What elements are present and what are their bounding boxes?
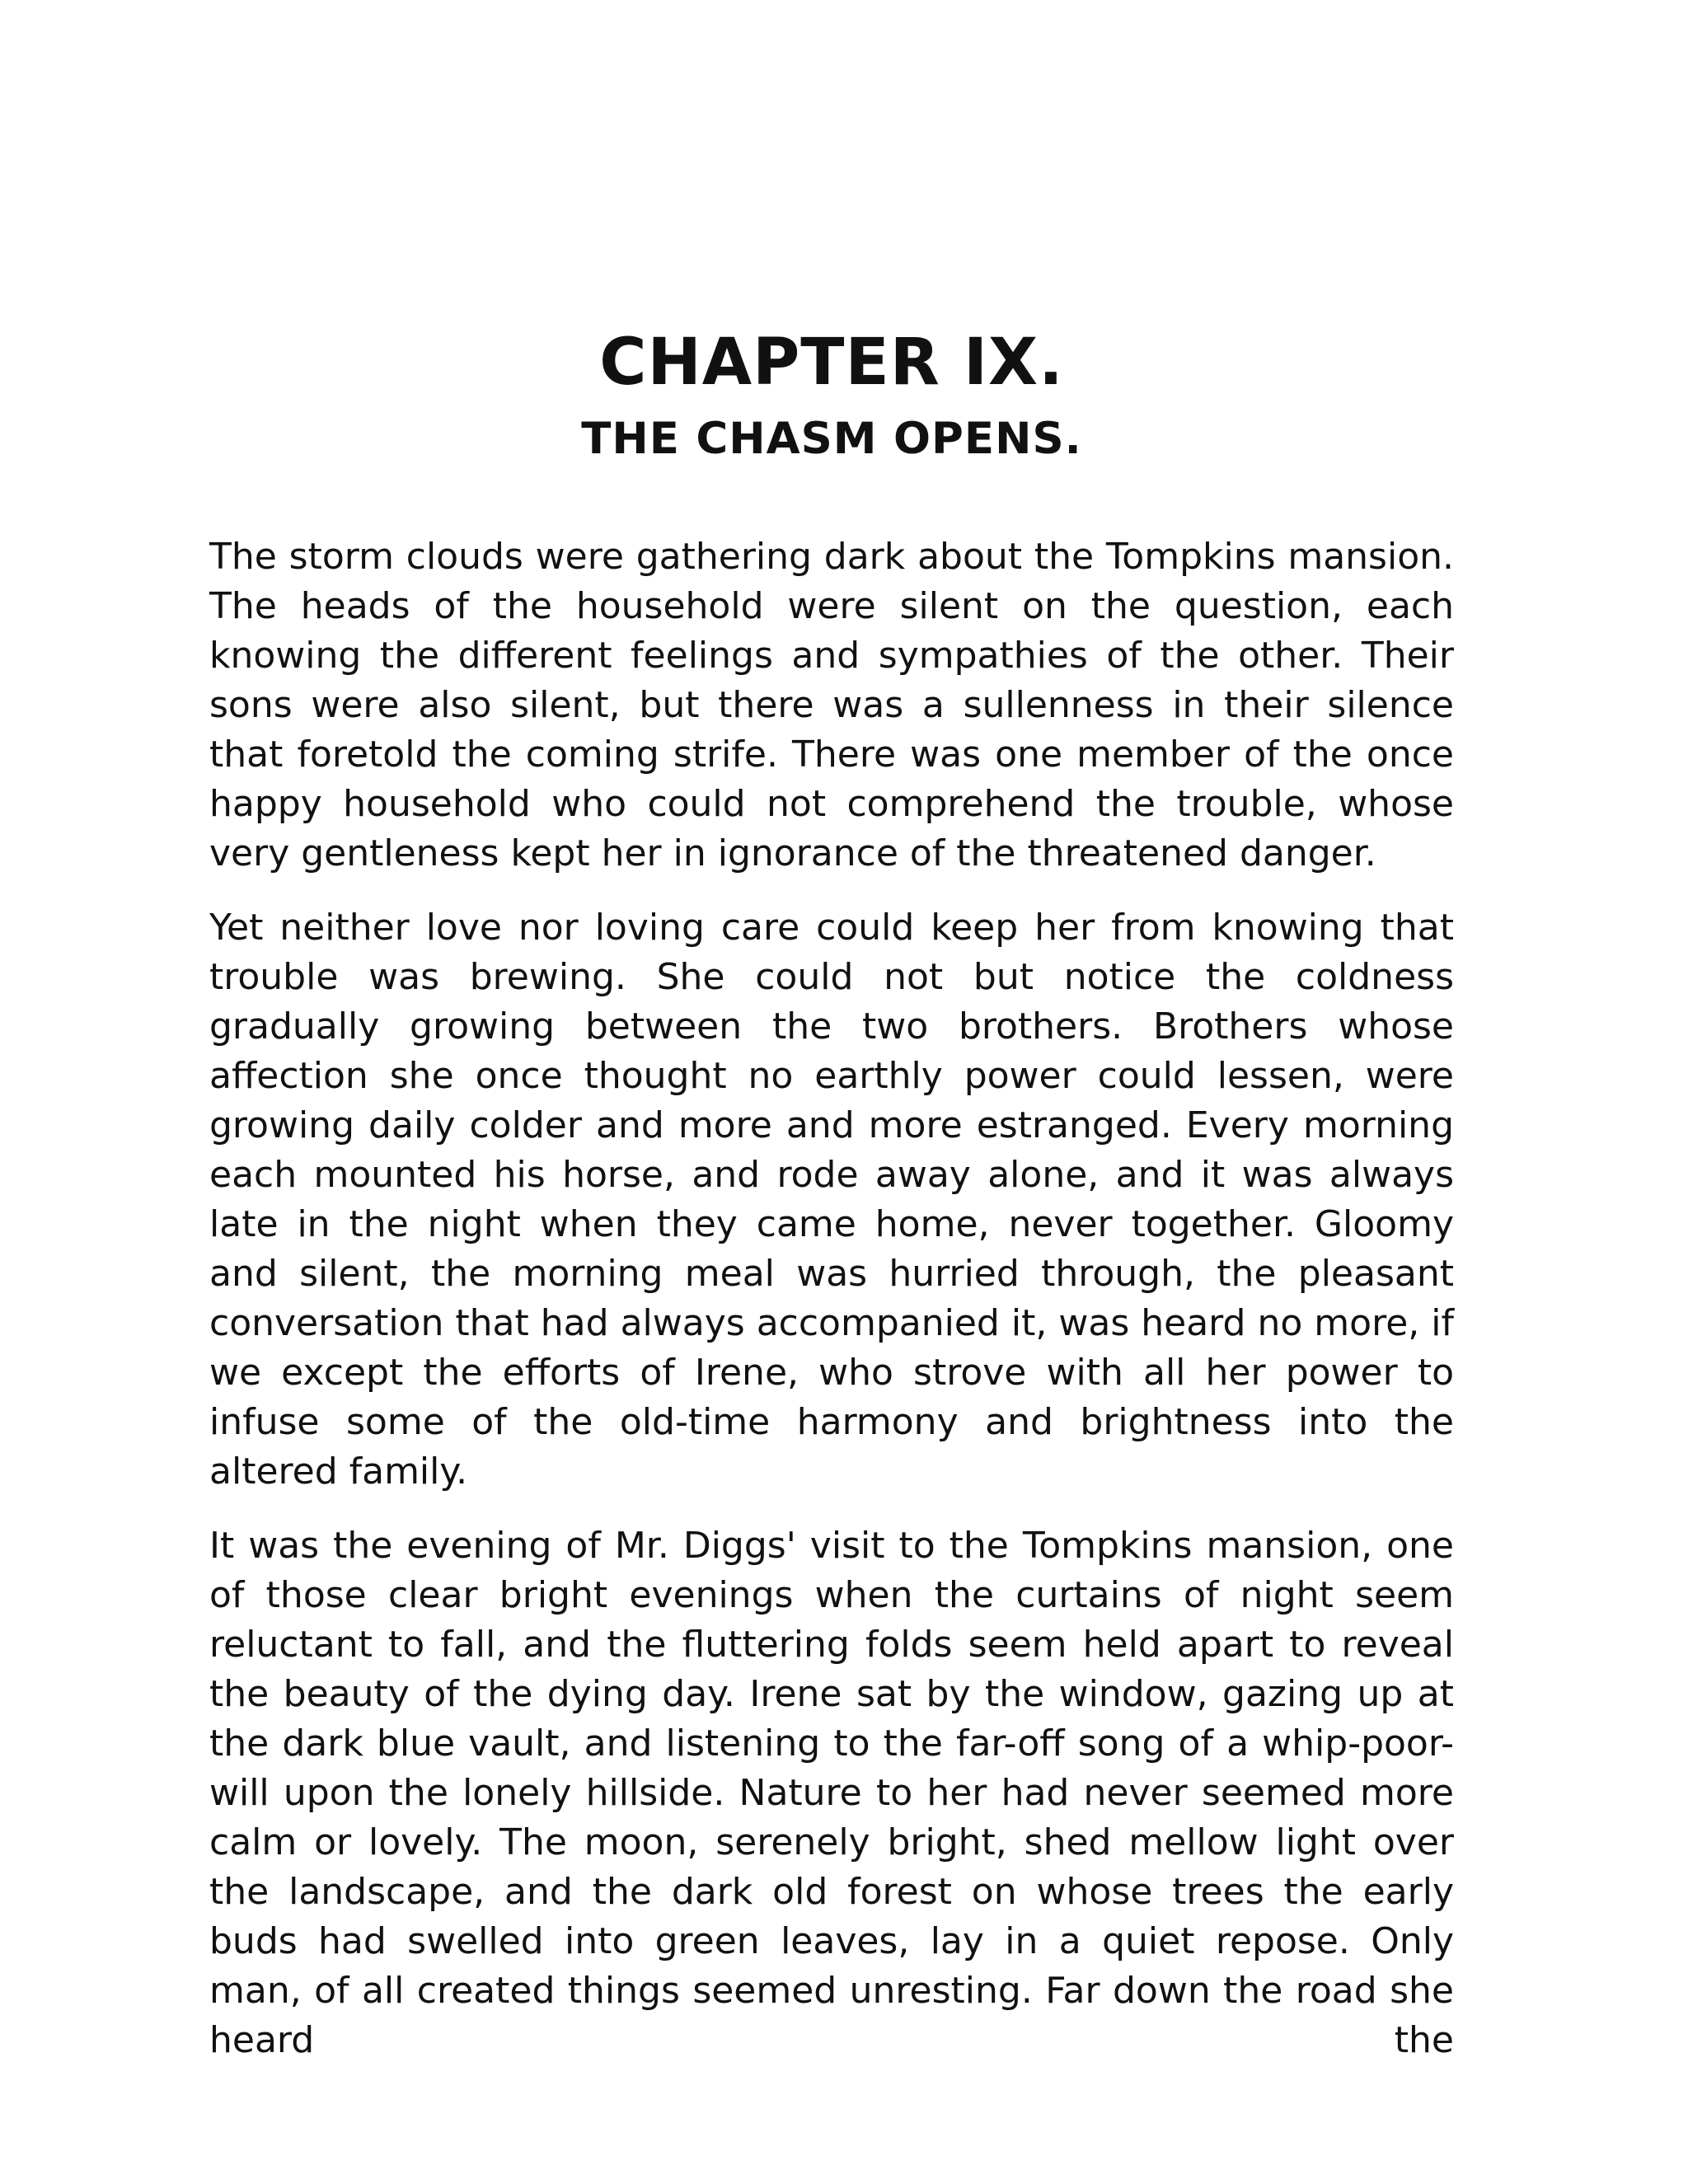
- chapter-number: CHAPTER IX.: [599, 326, 1064, 400]
- paragraph-2: Yet neither love nor loving care could keep her from knowing that trouble was brewing. She could not but notice the coldness gradually growing between the two brothers. Brothers whose affection she once thought no earthly power could lessen, were growing daily colder and more and more estranged. Every morning each mounted his horse, and rode away alone, and it was always late in the night when they came home, never together. Gloomy and silent, the morning meal was hurried through, the pleasant conversation that had always accompanied it, was heard no more, if we except the efforts of Irene, who strove with all her power to infuse some of the old-time harmony and brightness into the altered family.: [209, 907, 1454, 1493]
- chapter-title: THE CHASM OPENS.: [581, 414, 1082, 464]
- paragraph-1: The storm clouds were gathering dark about the Tompkins mansion. The heads of the household were silent on the question, each knowing the different feelings and sympathies of the other. Their sons were also silent, but there was a sullenness in their silence that foretold the coming strife. There was one member of the once happy household who could not comprehend the trouble, whose very gentleness kept her in ignorance of the threatened danger.: [209, 536, 1454, 874]
- paragraph-3: It was the evening of Mr. Diggs' visit to the Tompkins mansion, one of those clear bright evenings when the curtains of night seem reluctant to fall, and the fluttering folds seem held apart to reveal the beauty of the dying day. Irene sat by the window, gazing up at the dark blue vault, and listening to the far-off song of a whip-poor-will upon the lonely hillside. Nature to her had never seemed more calm or lovely. The moon, serenely bright, shed mellow light over the landscape, and the dark old forest on whose trees the early buds had swelled into green leaves, lay in a quiet repose. Only man, of all created things seemed unresting. Far down the road she heard the: [209, 1525, 1454, 2061]
- book-page: [209, 321, 1454, 2090]
